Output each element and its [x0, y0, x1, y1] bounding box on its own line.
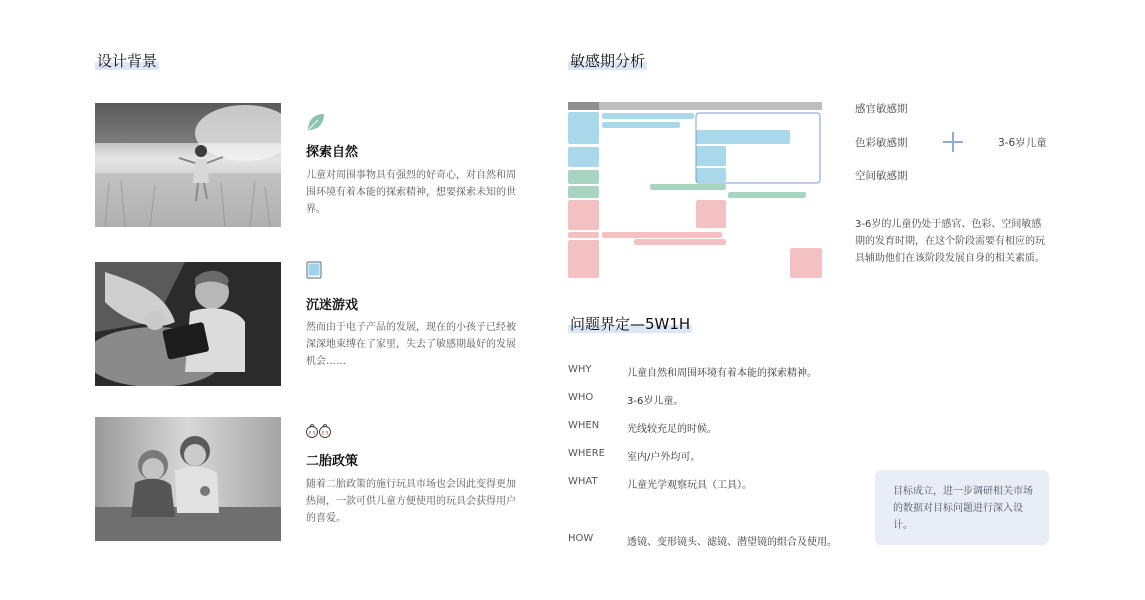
w5h1-key-where: WHERE: [568, 448, 605, 459]
section-title-sensitive-period: 敏感期分析: [570, 52, 646, 70]
conclusion-note: 目标成立，进一步调研相关市场的数据对目标问题进行深入设计。: [875, 470, 1049, 545]
period-color: 色彩敏感期: [855, 137, 908, 149]
w5h1-key-how: HOW: [568, 533, 594, 544]
period-space: 空间敏感期: [855, 170, 908, 182]
sensitive-period-timeline: [568, 102, 822, 279]
w5h1-key-why: WHY: [568, 364, 592, 375]
w5h1-key-who: WHO: [568, 392, 594, 403]
photo-child-in-field: [95, 103, 281, 227]
w5h1-key-when: WHEN: [568, 420, 600, 431]
item-text-explore-nature: 儿童对周围事物具有强烈的好奇心，对自然和周围环境有着本能的探索精神，想要探索未知的世界。: [306, 170, 516, 215]
w5h1-value-where: 室内/户外均可。: [627, 452, 701, 463]
twin-faces-icon: [305, 423, 333, 443]
leaf-icon: [306, 112, 326, 136]
photo-child-with-tablet: [95, 262, 281, 386]
period-sensory: 感官敏感期: [855, 103, 908, 115]
section-title-background: 设计背景: [97, 52, 158, 70]
item-text-game-addiction: 然而由于电子产品的发展，现在的小孩子已经被深深地束缚在了家里，失去了敏感期最好的发展机会……: [306, 322, 516, 367]
item-title-explore-nature: 探索自然: [306, 145, 359, 160]
w5h1-key-what: WHAT: [568, 476, 598, 487]
item-title-game-addiction: 沉迷游戏: [306, 298, 359, 313]
w5h1-value-what: 儿童光学观察玩具（工具）。: [627, 480, 752, 491]
plus-icon: [942, 131, 964, 157]
w5h1-value-when: 光线较充足的时候。: [627, 424, 717, 435]
sensitive-period-description: 3-6岁的儿童仍处于感官、色彩、空间敏感期的发育时期，在这个阶段需要有相应的玩具辅助他们在该阶段发展自身的相关素质。: [855, 219, 1045, 264]
w5h1-value-who: 3-6岁儿童。: [627, 396, 684, 407]
photo-two-children: [95, 417, 281, 541]
problem-definition-title: 问题界定—5W1H: [570, 315, 691, 333]
age-label: 3-6岁儿童: [998, 137, 1047, 149]
w5h1-value-why: 儿童自然和周围环境有着本能的探索精神。: [627, 368, 817, 379]
tablet-icon: [306, 261, 322, 283]
item-title-two-child-policy: 二胎政策: [306, 454, 359, 469]
w5h1-value-how: 透镜、变形镜头、滤镜、潜望镜的组合及使用。: [627, 537, 837, 548]
item-text-two-child-policy: 随着二胎政策的施行玩具市场也会因此变得更加热闹，一款可供儿童方便使用的玩具会获得用户的喜爱。: [306, 479, 516, 524]
